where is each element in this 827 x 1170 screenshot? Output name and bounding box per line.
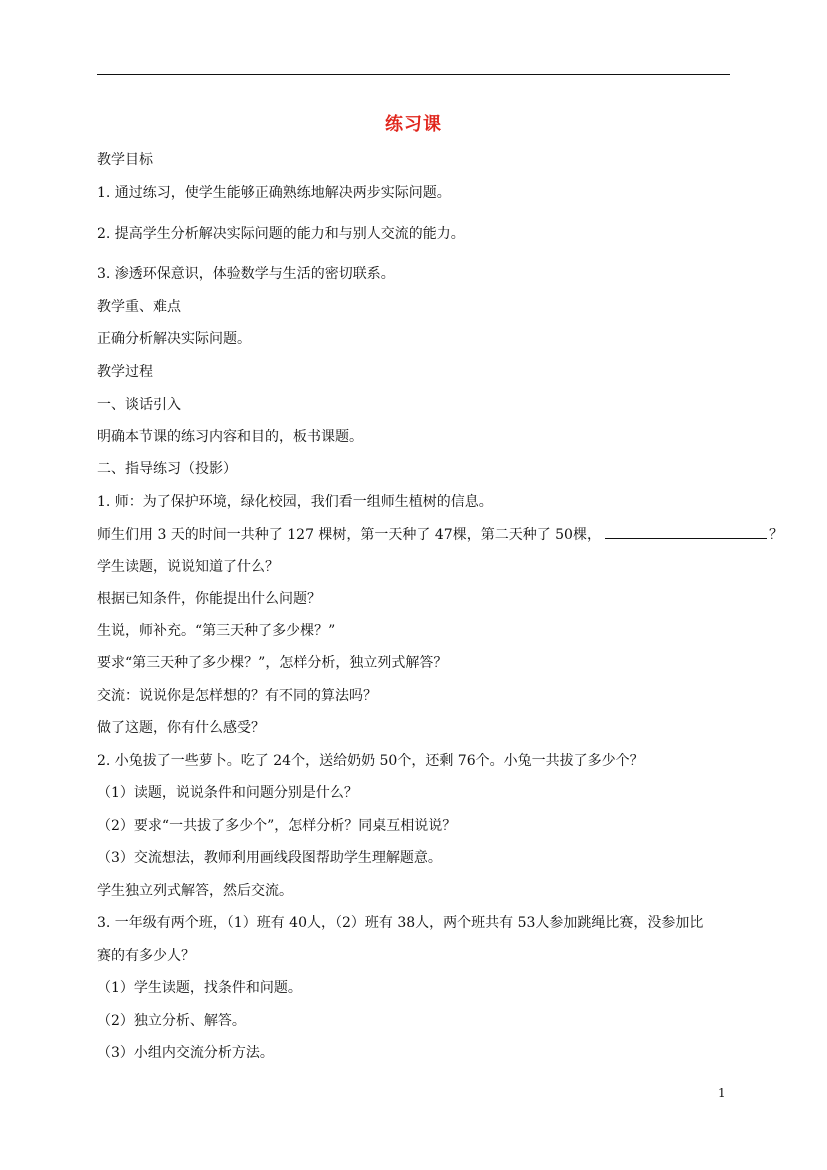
goal-item-1: 1. 通过练习，使学生能够正确熟练地解决两步实际问题。 xyxy=(97,185,451,201)
exercise-3-step-3: （3）小组内交流分析方法。 xyxy=(97,1045,274,1061)
paragraph: 做了这题，你有什么感受？ xyxy=(97,720,265,736)
exercise-2-step-1: （1）读题，说说条件和问题分别是什么？ xyxy=(97,785,358,801)
exercise-2-step-2: （2）要求“一共拔了多少个”，怎样分析？同桌互相说说？ xyxy=(97,818,457,834)
exercise-1-problem-text: 师生们用 3 天的时间一共种了 127 棵树，第一天种了 47棵，第二天种了 50棵， xyxy=(97,527,601,543)
paragraph: 明确本节课的练习内容和目的，板书课题。 xyxy=(97,429,363,445)
paragraph: 根据已知条件，你能提出什么问题？ xyxy=(97,591,321,607)
process-step-intro: 一、谈话引入 xyxy=(97,397,181,413)
section-heading-goals: 教学目标 xyxy=(97,152,153,168)
goal-item-3: 3. 渗透环保意识，体验数学与生活的密切联系。 xyxy=(97,266,395,282)
section-heading-process: 教学过程 xyxy=(97,364,153,380)
page-number: 1 xyxy=(718,1086,726,1100)
key-point-text: 正确分析解决实际问题。 xyxy=(97,331,251,347)
page-title: 练习课 xyxy=(385,114,442,135)
exercise-3-step-1: （1）学生读题，找条件和问题。 xyxy=(97,980,302,996)
exercise-1-intro: 1. 师：为了保护环境，绿化校园，我们看一组师生植树的信息。 xyxy=(97,494,493,510)
exercise-3-problem-line-1: 3. 一年级有两个班，（1）班有 40人，（2）班有 38人，两个班共有 53人参加跳绳比赛，没参加比 xyxy=(97,915,704,931)
goal-item-2: 2. 提高学生分析解决实际问题的能力和与别人交流的能力。 xyxy=(97,226,465,242)
exercise-3-problem-line-2: 赛的有多少人？ xyxy=(97,948,195,964)
paragraph: 要求“第三天种了多少棵？”，怎样分析，独立列式解答？ xyxy=(97,655,448,671)
process-step-practice: 二、指导练习（投影） xyxy=(97,461,237,477)
answer-blank xyxy=(605,524,767,539)
answer-blank-suffix: ？ xyxy=(768,527,783,543)
section-heading-key-points: 教学重、难点 xyxy=(97,299,181,315)
paragraph: 生说，师补充。“第三天种了多少棵？” xyxy=(97,623,336,639)
exercise-1-problem xyxy=(97,524,783,545)
exercise-2-step-3: （3）交流想法，教师利用画线段图帮助学生理解题意。 xyxy=(97,850,442,866)
exercise-3-step-2: （2）独立分析、解答。 xyxy=(97,1013,246,1029)
paragraph: 交流：说说你是怎样想的？有不同的算法吗？ xyxy=(97,688,377,704)
exercise-2-problem: 2. 小兔拔了一些萝卜。吃了 24个，送给奶奶 50个，还剩 76个。小兔一共拔了多少个？ xyxy=(97,753,644,769)
header-rule xyxy=(97,74,730,75)
paragraph: 学生读题，说说知道了什么？ xyxy=(97,559,279,575)
paragraph: 学生独立列式解答，然后交流。 xyxy=(97,883,293,899)
